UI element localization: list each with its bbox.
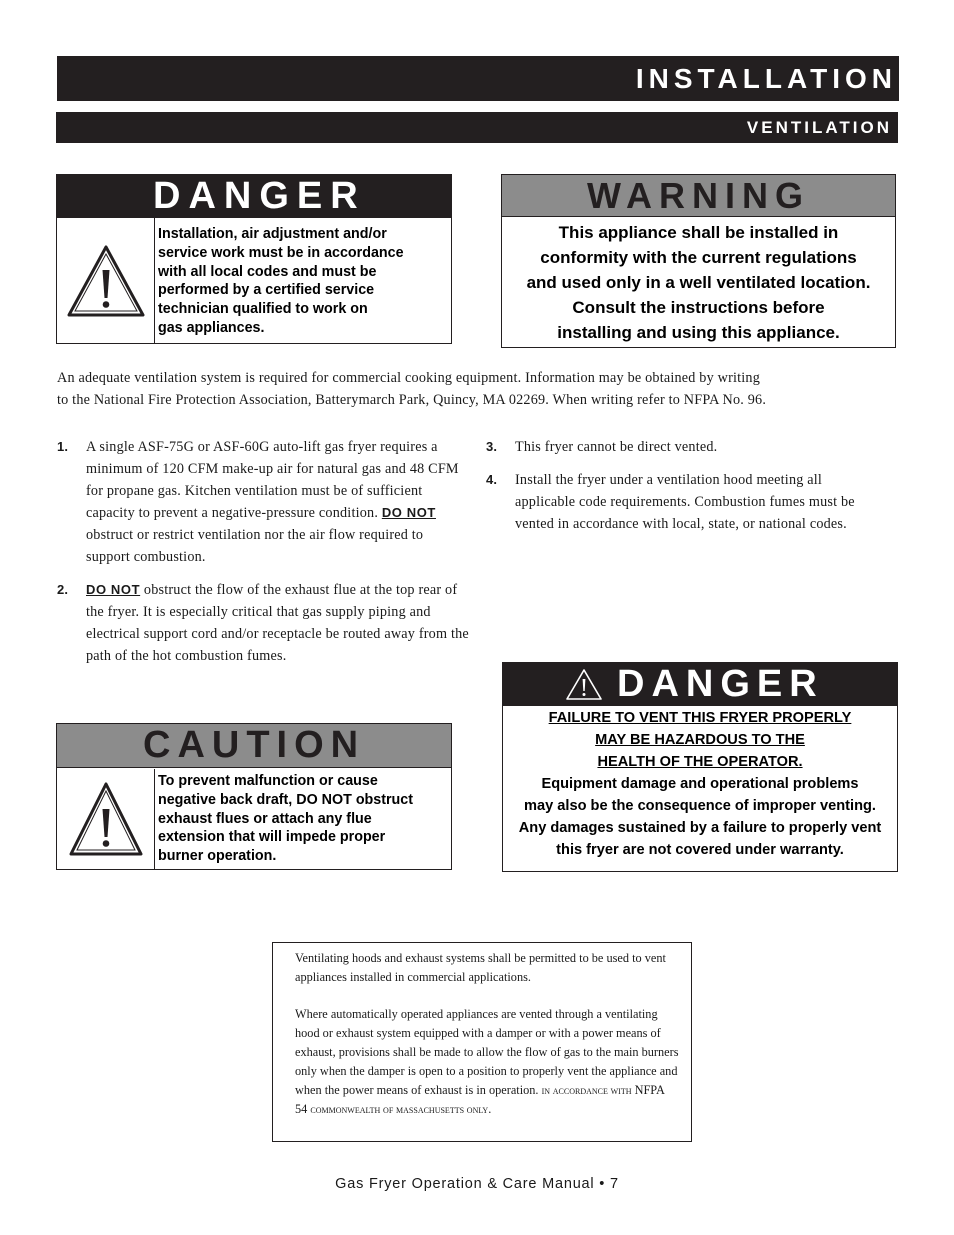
item-number: 4.: [486, 472, 498, 487]
danger-box-text: [503, 707, 897, 861]
warning-text-line: conformity with the current regulations: [540, 248, 857, 267]
warning-text-line: and used only in a well ventilated location.: [526, 273, 871, 292]
item-text: This fryer cannot be direct vented.: [515, 439, 718, 455]
code-text: Where automatically operated appliances are vented through a ventilating hood or exhaust system equipped with a damper or with a power means of exhaust, provisions shall be made to allow the flow of gas to the main burners only when the damper is open to a position to properly vent the appliance and when the power means of exhaust is in operation.: [295, 1007, 679, 1097]
danger-text-line: technician qualified to work on: [158, 301, 368, 318]
code-reference-box: [272, 942, 692, 1142]
warning-icon-cell: [57, 218, 155, 343]
caution-text-line: To prevent malfunction or cause: [158, 773, 378, 789]
list-item: [57, 579, 469, 667]
warning-text-line: installing and using this appliance.: [557, 323, 840, 342]
danger-text-line: with all local codes and must be: [158, 263, 377, 280]
code-paragraph: [295, 1005, 679, 1120]
warning-text-line: This appliance shall be installed in: [558, 223, 839, 242]
exclamation-triangle-icon: [565, 668, 603, 701]
danger-text-line: service work must be in accordance: [158, 244, 404, 261]
caution-box-text: [158, 772, 450, 866]
danger-box-title-bar: [503, 663, 897, 706]
intro-paragraph: [57, 367, 902, 411]
code-paragraph: Ventilating hoods and exhaust systems shall be permitted to be used to vent appliances installed in commercial applications.: [295, 951, 666, 984]
caution-box: [56, 723, 452, 870]
danger-underlined-line: MAY BE HAZARDOUS TO THE: [595, 732, 805, 748]
exclamation-triangle-icon: [66, 244, 146, 318]
subsection-title-bar: VENTILATION: [56, 112, 898, 143]
danger-box-title: DANGER: [57, 175, 451, 218]
item-text: Install the fryer under a ventilation hood meeting all applicable code requirements. Combustion fumes must be vented in accordance with local, state, or national codes.: [515, 472, 855, 532]
warning-box-title: WARNING: [502, 175, 895, 217]
warning-box-text: [502, 220, 895, 345]
instruction-list-left: [57, 436, 469, 678]
warning-box: [501, 174, 896, 348]
intro-line: to the National Fire Protection Association, Batterymarch Park, Quincy, MA 02269. When writing refer to NFPA No. 96.: [57, 392, 767, 408]
page-footer: Gas Fryer Operation & Care Manual • 7: [335, 1176, 619, 1192]
code-reference-smallcaps: commonwealth of massachusetts only: [310, 1104, 489, 1117]
danger-text-line: may also be the consequence of improper venting.: [524, 798, 876, 814]
code-reference-nfpa: NFPA 54: [295, 1082, 665, 1117]
danger-text-line: Installation, air adjustment and/or: [158, 226, 387, 242]
caution-text-line: negative back draft, DO NOT obstruct: [158, 791, 414, 808]
item-number: 1.: [57, 439, 69, 454]
item-text: obstruct or restrict ventilation nor the air flow required to support combustion.: [86, 527, 424, 565]
danger-text-line: gas appliances.: [158, 319, 265, 336]
item-number: 2.: [57, 582, 69, 597]
instruction-list-right: [486, 436, 886, 546]
do-not-emphasis: DO NOT: [86, 582, 141, 597]
danger-box-text: [158, 225, 448, 338]
danger-underlined-line: HEALTH OF THE OPERATOR.: [597, 754, 803, 770]
caution-box-title: CAUTION: [57, 724, 451, 768]
do-not-emphasis: DO NOT: [381, 505, 436, 520]
code-reference-end: .: [488, 1102, 492, 1117]
item-text: obstruct the flow of the exhaust flue at the top rear of the fryer. It is especially critical that gas supply piping and electrical support cord and/or receptacle be routed away from the path of the hot combustion fumes.: [86, 582, 469, 664]
danger-box-installation: [56, 174, 452, 344]
danger-text-line: this fryer are not covered under warranty.: [556, 842, 844, 858]
warning-text-line: Consult the instructions before: [572, 298, 825, 317]
item-text: A single ASF-75G or ASF-60G auto-lift gas fryer requires a minimum of 120 CFM make-up air for natural gas and 48 CFM for propane gas. Kitchen ventilation must be of sufficient capacity to prevent a negative-pressure condition.: [86, 439, 459, 521]
danger-text-line: Equipment damage and operational problems: [541, 776, 859, 792]
item-number: 3.: [486, 439, 498, 454]
list-item: [486, 469, 886, 535]
caution-text-line: extension that will impede proper: [158, 829, 386, 846]
list-item: [57, 436, 469, 568]
section-title-bar: INSTALLATION: [57, 56, 899, 101]
code-reference-smallcaps: in accordance with: [541, 1084, 632, 1097]
warning-icon-cell: [57, 769, 155, 869]
danger-underlined-line: FAILURE TO VENT THIS FRYER PROPERLY: [548, 710, 852, 726]
caution-text-line: burner operation.: [158, 848, 277, 865]
list-item: [486, 436, 886, 458]
danger-text-line: Any damages sustained by a failure to properly vent: [518, 820, 882, 836]
danger-box-venting: [502, 662, 898, 872]
intro-line: An adequate ventilation system is required for commercial cooking equipment. Information may be obtained by writing: [57, 370, 761, 386]
danger-box-title: DANGER: [617, 663, 824, 705]
caution-text-line: exhaust flues or attach any flue: [158, 810, 372, 827]
danger-text-line: performed by a certified service: [158, 282, 375, 299]
exclamation-triangle-icon: [68, 781, 144, 857]
